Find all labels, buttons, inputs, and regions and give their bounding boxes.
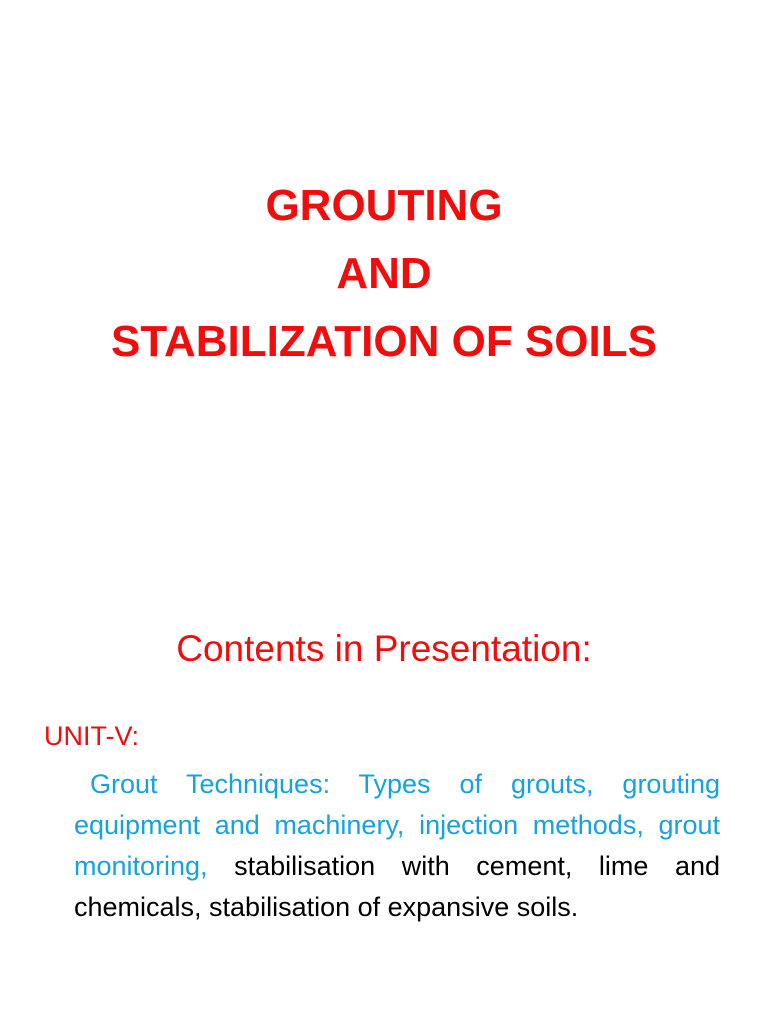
- stabilisation-topics-text: stabilisation with cement, lime and chemicals, stabilisation of expansive soils.: [74, 851, 720, 922]
- unit-label: UNIT-V:: [44, 721, 140, 751]
- grout-topics-text: Grout Techniques: Types of grouts, grouting equipment and machinery, injection methods, grout monitoring,: [74, 769, 720, 881]
- title-line-1: GROUTING: [265, 181, 503, 230]
- slide-title: [0, 172, 768, 376]
- contents-paragraph: [74, 764, 720, 928]
- title-line-2: AND: [336, 249, 432, 298]
- title-line-3: STABILIZATION OF SOILS: [111, 317, 657, 366]
- contents-heading: Contents in Presentation:: [176, 628, 592, 669]
- contents-slide: [0, 512, 768, 1024]
